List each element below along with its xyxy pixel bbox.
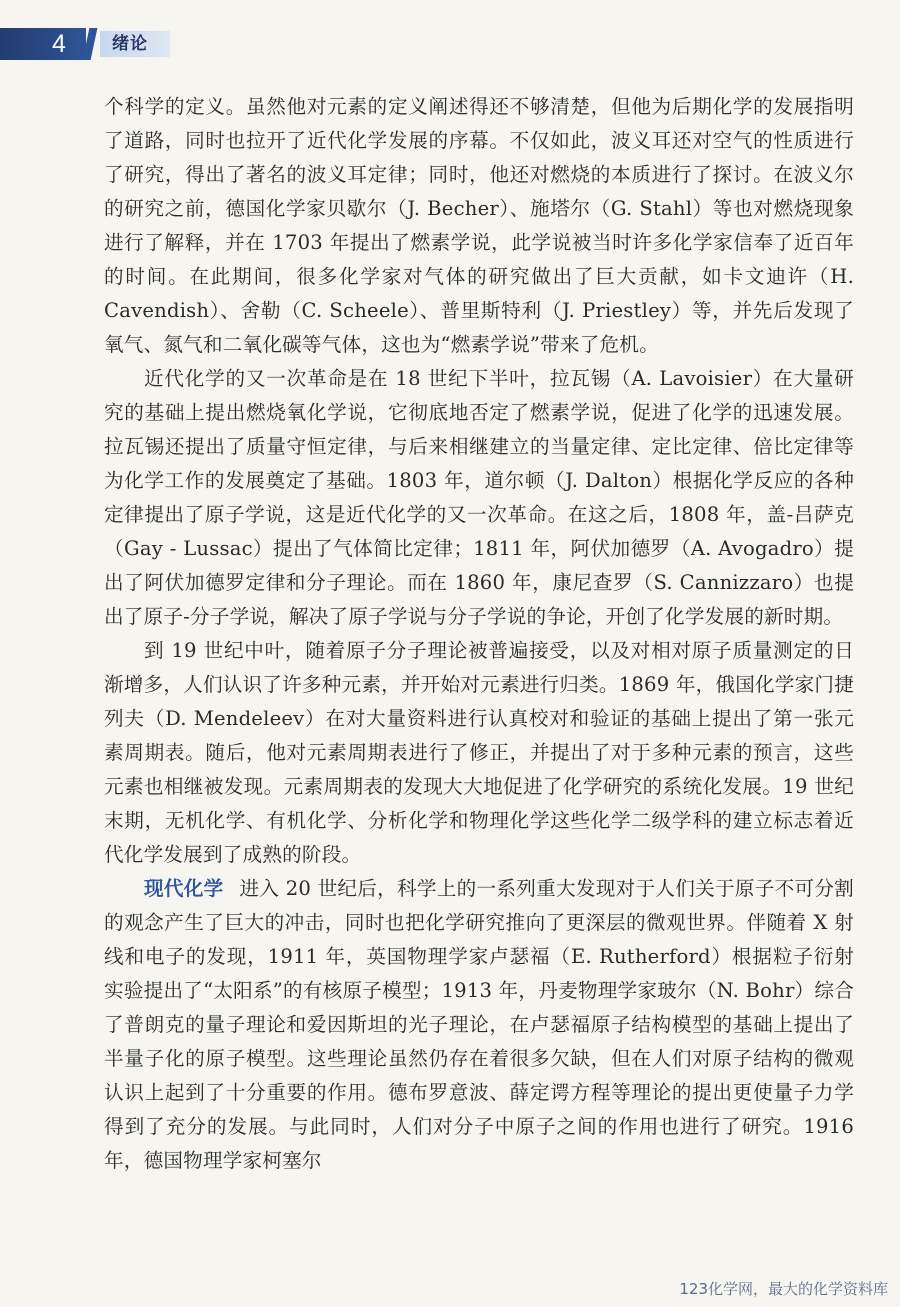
page-header [0,28,900,60]
paragraph-modern-chemistry [104,872,854,1178]
chapter-title: 绪论 [112,34,148,54]
paragraph-3: 到 19 世纪中叶，随着原子分子理论被普遍接受，以及对相对原子质量测定的日渐增多，人们认识了许多种元素，并开始对元素进行归类。1869 年，俄国化学家门捷列夫（D. Mendeleev）在对大量资料进行认真校对和验证的基础上提出了第一张元素周期表。随后，他对元素周期表进行了修正，并提出了对于多种元素的预言，这些元素也相继被发现。元素周期表的发现大大地促进了化学研究的系统化发展。19 世纪末期，无机化学、有机化学、分析化学和物理化学这些化学二级学科的建立标志着近代化学发展到了成熟的阶段。 [104,639,854,866]
watermark: 123化学网，最大的化学资料库 [679,1280,888,1298]
section-heading-modern-chemistry: 现代化学 [144,877,224,900]
header-bar [0,28,86,60]
section-text: 进入 20 世纪后，科学上的一系列重大发现对于人们关于原子不可分割的观念产生了巨大的冲击，同时也把化学研究推向了更深层的微观世界。伴随着 X 射线和电子的发现，1911 年，英国物理学家卢瑟福（E. Rutherford）根据粒子衍射实验提出了“太阳系”的有核原子模型；1913 年，丹麦物理学家玻尔（N. Bohr）综合了普朗克的量子理论和爱因斯坦的光子理论，在卢瑟福原子结构模型的基础上提出了半量子化的原子模型。这些理论虽然仍存在着很多欠缺，但在人们对原子结构的微观认识上起到了十分重要的作用。德布罗意波、薛定谔方程等理论的提出更使量子力学得到了充分的发展。与此同时，人们对分子中原子之间的作用也进行了研究。1916 年，德国物理学家柯塞尔 [104,877,854,1172]
paragraph-1: 个科学的定义。虽然他对元素的定义阐述得还不够清楚，但他为后期化学的发展指明了道路，同时也拉开了近代化学发展的序幕。不仅如此，波义耳还对空气的性质进行了研究，得出了著名的波义耳定律；同时，他还对燃烧的本质进行了探讨。在波义尔的研究之前，德国化学家贝歇尔（J. Becher）、施塔尔（G. Stahl）等也对燃烧现象进行了解释，并在 1703 年提出了燃素学说，此学说被当时许多化学家信奉了近百年的时间。在此期间，很多化学家对气体的研究做出了巨大贡献，如卡文迪许（H. Cavendish）、舍勒（C. Scheele）、普里斯特利（J. Priestley）等，并先后发现了氧气、氮气和二氧化碳等气体，这也为“燃素学说”带来了危机。 [104,95,854,356]
paragraph-2: 近代化学的又一次革命是在 18 世纪下半叶，拉瓦锡（A. Lavoisier）在大量研究的基础上提出燃烧氧化学说，它彻底地否定了燃素学说，促进了化学的迅速发展。拉瓦锡还提出了质量守恒定律，与后来相继建立的当量定律、定比定律、倍比定律等为化学工作的发展奠定了基础。1803 年，道尔顿（J. Dalton）根据化学反应的各种定律提出了原子学说，这是近代化学的又一次革命。在这之后，1808 年，盖-吕萨克（Gay - Lussac）提出了气体简比定律；1811 年，阿伏加德罗（A. Avogadro）提出了阿伏加德罗定律和分子理论。而在 1860 年，康尼查罗（S. Cannizzaro）也提出了原子-分子学说，解决了原子学说与分子学说的争论，开创了化学发展的新时期。 [104,367,854,628]
body-text [104,90,854,1178]
page-number: 4 [52,30,66,58]
